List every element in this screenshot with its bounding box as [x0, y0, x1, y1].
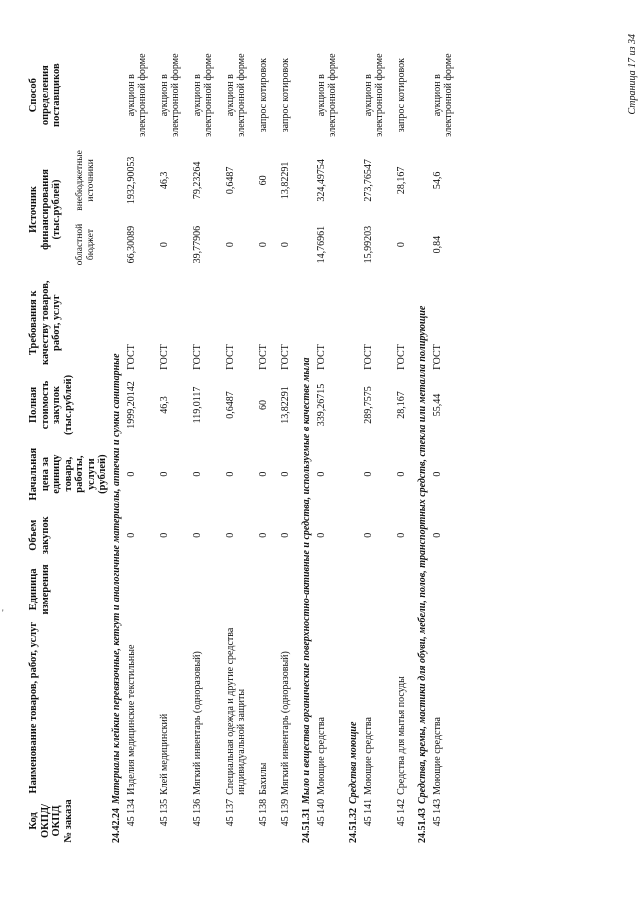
cell-funding-regional: 0: [224, 242, 236, 248]
table-row: [123, 45, 156, 845]
cell-quality: ГОСТ: [395, 344, 407, 370]
cell-volume: 0: [191, 532, 203, 538]
cell-method: аукцион в электронной форме: [191, 53, 214, 137]
section-code: 24.51.31: [300, 808, 312, 843]
section-row: [415, 45, 429, 845]
cell-name: Мягкий инвентарь (одноразовый): [279, 651, 291, 795]
cell-total: 60: [257, 399, 269, 410]
section-cell: [109, 45, 123, 845]
section-title: Материалы клейкие перевязочные, кетгут и аналогичные материалы, аптечки и сумки санитарные: [110, 353, 122, 804]
cell-total: 119,0117: [191, 386, 203, 424]
cell-name: Моющие средства: [362, 717, 374, 795]
cell-funding-extra: 60: [257, 175, 269, 186]
table-row: [222, 45, 255, 845]
header-total: Полная стоимость закупок (тыс.рублей): [28, 374, 74, 435]
header-quality: Требования к качеству товаров, работ, услуг: [28, 280, 62, 365]
section-title: Средства моющие: [347, 721, 359, 804]
header-name: Наименование товаров, работ, услуг: [28, 621, 39, 794]
cell-funding-extra: 324,49754: [315, 159, 327, 202]
header-volume: Объем закупок: [28, 516, 51, 555]
cell-unit: [123, 560, 156, 618]
section-code: 24.51.43: [416, 808, 428, 843]
cell-volume: 0: [257, 532, 269, 538]
section-row: [346, 45, 360, 845]
cell-price: 0: [431, 471, 443, 477]
cell-funding-extra: 79,23264: [191, 161, 203, 200]
table-row: [393, 45, 415, 845]
margin-mark: ': [2, 608, 4, 618]
cell-volume: 0: [125, 532, 137, 538]
cell-volume: 0: [315, 532, 327, 538]
cell-volume: 0: [362, 532, 374, 538]
table-header-row: [28, 45, 72, 845]
cell-volume: 0: [224, 532, 236, 538]
section-row: [299, 45, 313, 845]
header-method: Способ определения поставщиков: [28, 63, 62, 127]
cell-unit: [429, 560, 462, 618]
section-title: Мыло и вещества органические поверхностно-активные и средства, используемые в качестве мыла: [300, 357, 312, 804]
cell-funding-regional: 14,76961: [315, 225, 327, 264]
table-row: [277, 45, 299, 845]
cell-name: Изделия медицинские текстильные: [125, 644, 137, 795]
cell-name: Специальная одежда и другие средства индивидуальной защиты: [224, 627, 247, 795]
cell-volume: 0: [158, 532, 170, 538]
cell-funding-extra: 0,6487: [224, 166, 236, 195]
cell-funding-regional: 39,77906: [191, 225, 203, 264]
cell-unit: [156, 560, 189, 618]
cell-total: 0,6487: [224, 391, 236, 419]
cell-price: 0: [362, 471, 374, 477]
cell-total: 55,44: [431, 393, 443, 417]
cell-quality: ГОСТ: [315, 344, 327, 370]
cell-quality: ГОСТ: [125, 344, 137, 370]
cell-method: аукцион в электронной форме: [125, 53, 148, 137]
cell-volume: 0: [279, 532, 291, 538]
cell-code: 45 138: [257, 798, 269, 827]
cell-funding-regional: 0: [395, 242, 407, 248]
section-title: Средства, кремы, мастики для обуви, мебели, полов, транспортных средств, стекла или металла полирующие: [416, 305, 428, 804]
cell-quality: ГОСТ: [431, 344, 443, 370]
cell-unit: [393, 560, 415, 618]
cell-code: 45 136: [191, 798, 203, 827]
section-cell: [346, 45, 360, 845]
cell-unit: [360, 560, 393, 618]
cell-name: Мягкий инвентарь (одноразовый): [191, 651, 203, 795]
header-funding: Источник финансирования (тыс.рублей): [28, 169, 62, 250]
section-code: 24.51.32: [347, 808, 359, 843]
cell-volume: 0: [431, 532, 443, 538]
cell-total: 46,3: [158, 396, 170, 414]
cell-code: 45 143: [431, 798, 443, 827]
procurement-table: [28, 45, 462, 845]
cell-funding-regional: 66,30089: [125, 225, 137, 264]
cell-quality: ГОСТ: [158, 344, 170, 370]
cell-funding-regional: 15,99203: [362, 225, 374, 264]
cell-method: аукцион в электронной форме: [362, 53, 385, 137]
section-row: [109, 45, 123, 845]
section-cell: [415, 45, 429, 845]
cell-name: Моющие средства: [431, 717, 443, 795]
header-funding-extra: внебюджетные источники: [74, 150, 96, 211]
cell-method: аукцион в электронной форме: [158, 53, 181, 137]
cell-unit: [222, 560, 255, 618]
cell-code: 45 140: [315, 798, 327, 827]
cell-code: 45 137: [224, 798, 236, 827]
cell-funding-extra: 46,3: [158, 171, 170, 190]
cell-quality: ГОСТ: [362, 344, 374, 370]
cell-unit: [255, 560, 277, 618]
table-row: [156, 45, 189, 845]
cell-total: 1999,20142: [125, 381, 137, 429]
cell-funding-regional: 0: [279, 242, 291, 248]
header-price: Начальная цена за единицу товара, работы, услуги (рублей): [28, 447, 108, 501]
cell-funding-extra: 54,6: [431, 171, 443, 190]
table-row: [360, 45, 393, 845]
cell-method: запрос котировок: [279, 58, 291, 133]
cell-funding-regional: 0,84: [431, 235, 443, 254]
cell-price: 0: [257, 471, 269, 477]
cell-funding-extra: 28,167: [395, 166, 407, 195]
table-row: [255, 45, 277, 845]
cell-quality: ГОСТ: [191, 344, 203, 370]
cell-name: Средства для мытья посуды: [395, 676, 407, 795]
cell-method: запрос котировок: [395, 58, 407, 133]
cell-price: 0: [191, 471, 203, 477]
cell-name: Бахилы: [257, 762, 269, 795]
cell-funding-regional: 0: [257, 242, 269, 248]
cell-funding-extra: 273,76547: [362, 159, 374, 202]
cell-price: 0: [158, 471, 170, 477]
cell-price: 0: [315, 471, 327, 477]
cell-name: Клей медицинский: [158, 713, 170, 795]
cell-total: 339,26715: [315, 383, 327, 427]
cell-code: 45 142: [395, 798, 407, 827]
cell-total: 13,82291: [279, 386, 291, 424]
section-code: 24.42.24: [110, 808, 122, 843]
cell-code: 45 135: [158, 798, 170, 827]
cell-total: 28,167: [395, 391, 407, 419]
cell-name: Моющие средства: [315, 717, 327, 795]
table-body: [109, 45, 462, 845]
header-funding-regional: областной бюджет: [74, 223, 96, 266]
cell-quality: ГОСТ: [279, 344, 291, 370]
cell-total: 289,7575: [362, 386, 374, 424]
cell-code: 45 139: [279, 798, 291, 827]
cell-funding-extra: 1932,90053: [125, 156, 137, 205]
cell-price: 0: [125, 471, 137, 477]
cell-funding-regional: 0: [158, 242, 170, 248]
cell-method: аукцион в электронной форме: [431, 53, 454, 137]
cell-unit: [277, 560, 299, 618]
cell-price: 0: [395, 471, 407, 477]
section-cell: [299, 45, 313, 845]
cell-code: 45 141: [362, 798, 374, 827]
header-unit: Единица измерения: [28, 564, 51, 615]
cell-method: запрос котировок: [257, 58, 269, 133]
table-row: [189, 45, 222, 845]
cell-price: 0: [224, 471, 236, 477]
cell-method: аукцион в электронной форме: [315, 53, 338, 137]
cell-unit: [189, 560, 222, 618]
cell-unit: [313, 560, 346, 618]
cell-code: 45 134: [125, 798, 137, 827]
table-row: [313, 45, 346, 845]
table-row: [429, 45, 462, 845]
page-number: Страница 17 из 34: [627, 34, 638, 115]
cell-price: 0: [279, 471, 291, 477]
cell-method: аукцион в электронной форме: [224, 53, 247, 137]
cell-volume: 0: [395, 532, 407, 538]
cell-quality: ГОСТ: [257, 344, 269, 370]
cell-quality: ГОСТ: [224, 344, 236, 370]
header-code: Код ОКПД/ ОКПД № заказа: [28, 799, 74, 843]
cell-funding-extra: 13,82291: [279, 161, 291, 200]
